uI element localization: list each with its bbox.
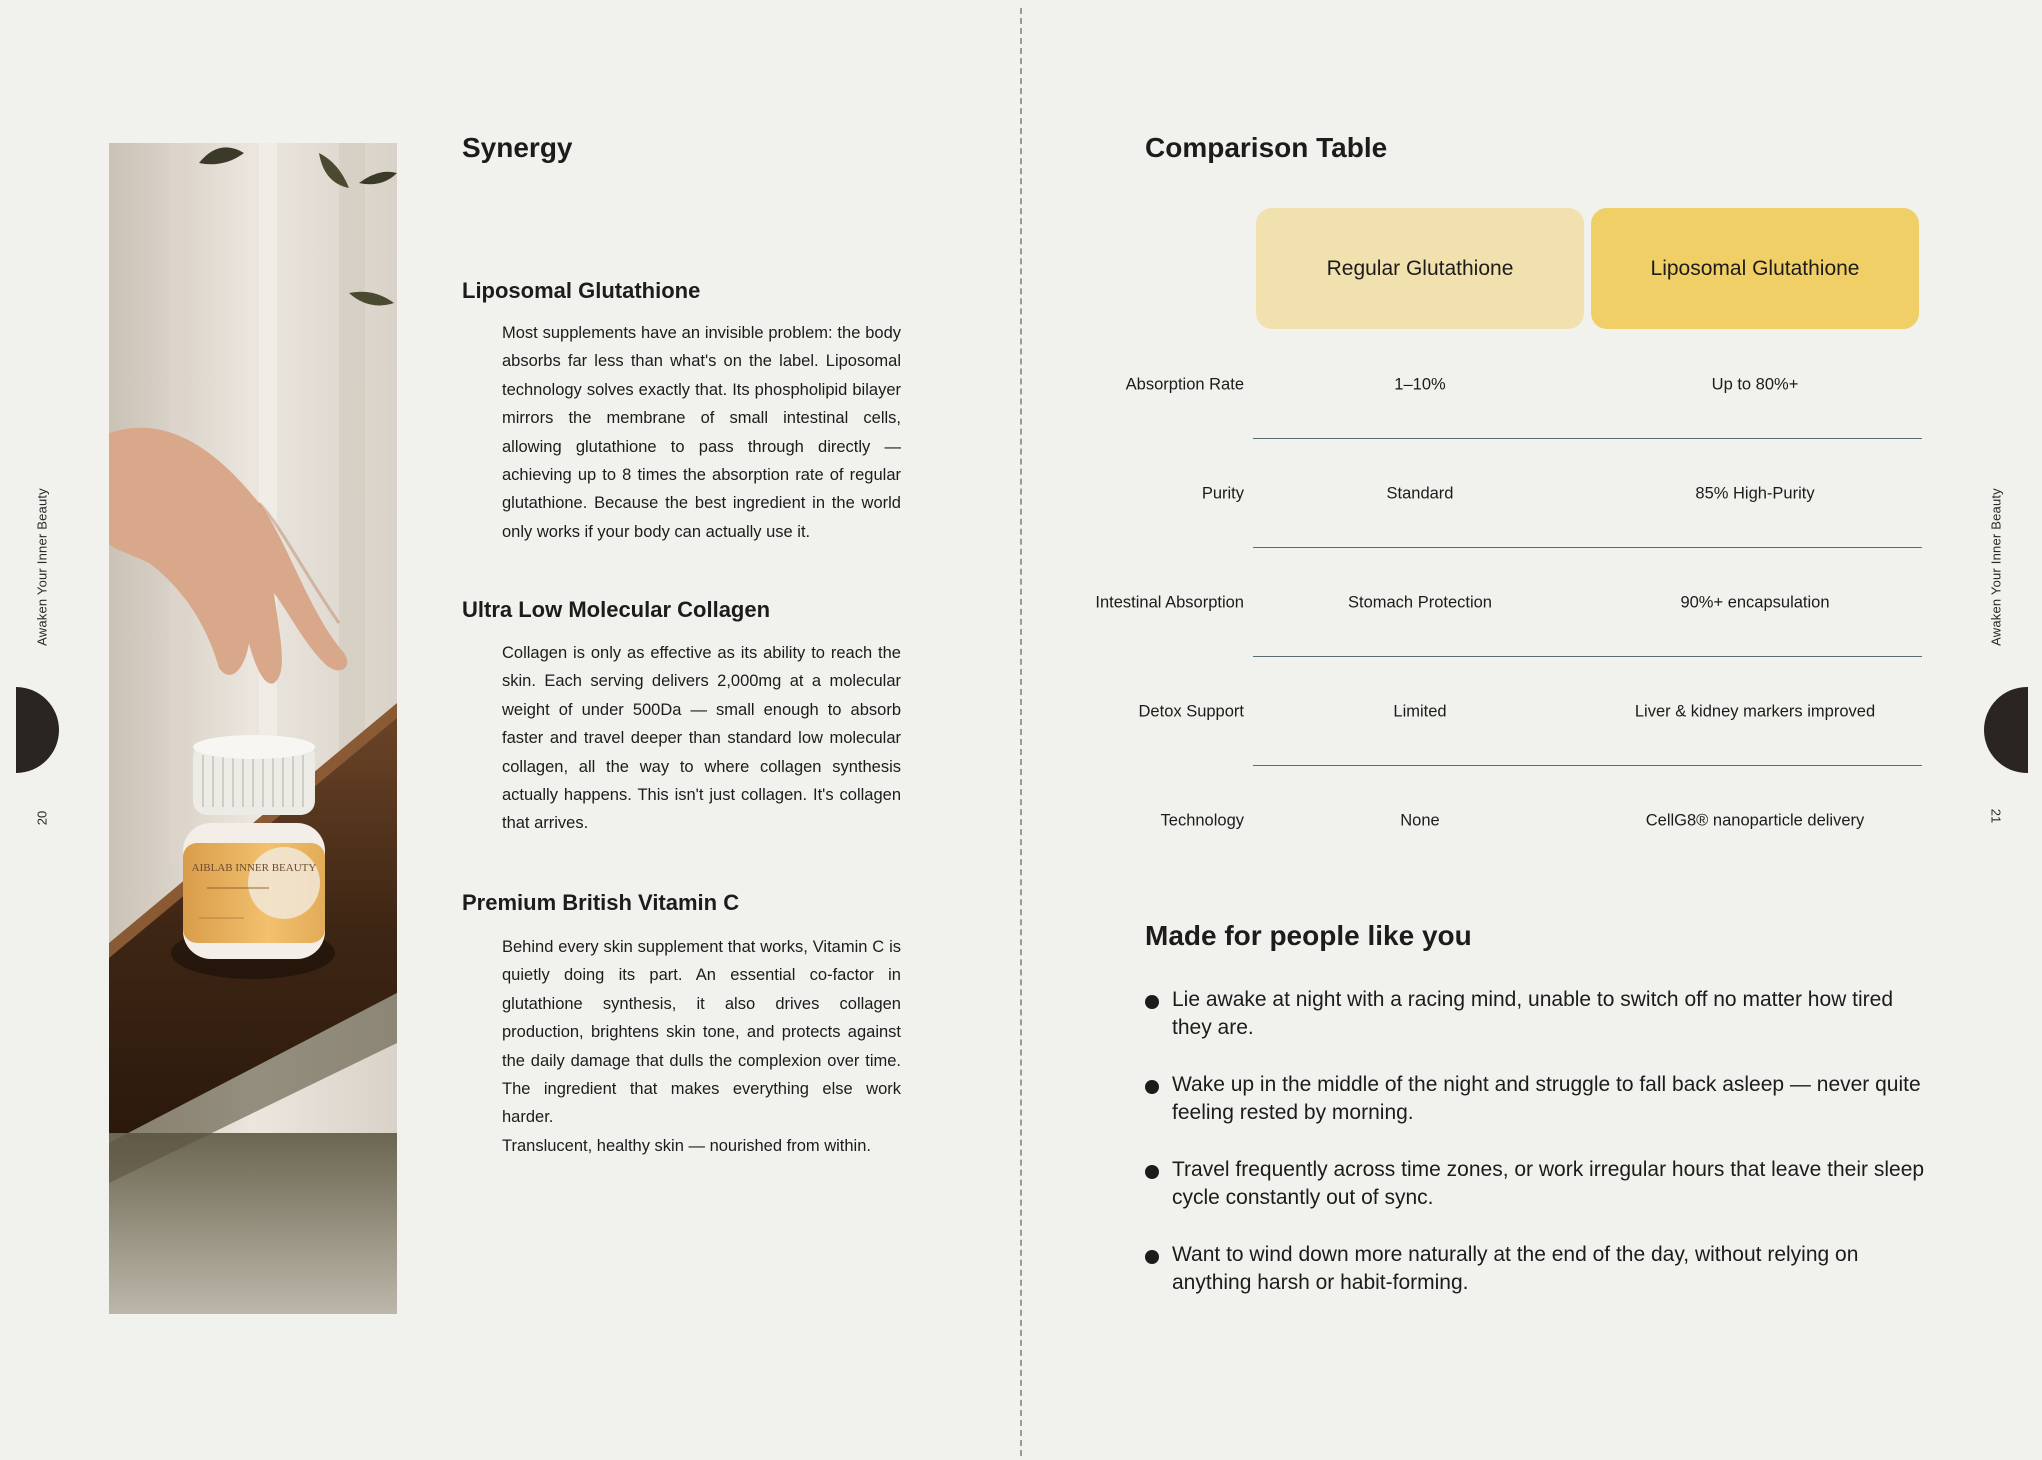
row-label: Technology <box>1160 811 1244 830</box>
row-label: Purity <box>1201 484 1244 503</box>
audience-title: Made for people like you <box>1145 920 1472 951</box>
column-header-liposomal: Liposomal Glutathione <box>1591 208 1919 329</box>
row-divider <box>1253 765 1922 766</box>
row-divider <box>1253 547 1922 548</box>
row-divider <box>1253 656 1922 657</box>
list-item <box>1145 1241 1933 1297</box>
running-head-right: Awaken Your Inner Beauty <box>1988 488 2004 646</box>
cell-regular: Stomach Protection <box>1348 593 1492 612</box>
body-liposomal-glutathione: Most supplements have an invisible problem: the body absorbs far less than what's on the label. Liposomal technology solves exactly that. Its phospholipid bilayer mirrors the membrane of small intestinal cells, allowing glutathione to pass through directly — achieving up to 8 times the absorption rate of regular glutathione. Because the best ingredient in the world only works if your body can actually use it. <box>502 324 901 541</box>
cell-regular: None <box>1400 811 1440 830</box>
page-fold-divider <box>1020 8 1022 1456</box>
table-row <box>1100 658 1922 766</box>
audience-list <box>1145 986 1933 1326</box>
list-item-text: Want to wind down more naturally at the end of the day, without relying on anything harsh or habit-forming. <box>1172 1243 1859 1294</box>
body-vitamin-c: Behind every skin supplement that works, Vitamin C is quietly doing its part. An essential co-factor in glutathione synthesis, it also drives collagen production, brightens skin tone, and protects against the daily damage that dulls the complexion over time. The ingredient that makes everything else work harder. <box>502 938 901 1127</box>
table-row <box>1100 767 1922 875</box>
cell-regular: 1–10% <box>1394 375 1446 394</box>
page-tab-right <box>1984 687 2028 773</box>
cell-liposomal: CellG8® nanoparticle delivery <box>1645 811 1865 830</box>
table-row <box>1095 549 1922 657</box>
cell-liposomal: Liver & kidney markers improved <box>1634 702 1876 721</box>
cell-liposomal: Up to 80%+ <box>1711 375 1799 394</box>
bullet-icon <box>1145 995 1159 1009</box>
tagline: Translucent, healthy skin — nourished from within. <box>502 1136 871 1155</box>
body-collagen: Collagen is only as effective as its ability to reach the skin. Each serving delivers 2,000mg at a molecular weight of under 500Da — small enough to absorb faster and travel deeper than standard low molecular collagen, all the way to where collagen synthesis actually happens. This isn't just collagen. It's collagen that arrives. <box>502 644 901 833</box>
heading-vitamin-c: Premium British Vitamin C <box>462 890 740 915</box>
list-item-text: Lie awake at night with a racing mind, unable to switch off no matter how tired they are. <box>1172 988 1894 1039</box>
list-item-text: Travel frequently across time zones, or work irregular hours that leave their sleep cycle constantly out of sync. <box>1172 1158 1925 1209</box>
heading-collagen: Ultra Low Molecular Collagen <box>462 597 771 622</box>
row-label: Absorption Rate <box>1125 375 1244 394</box>
running-head-left: Awaken Your Inner Beauty <box>34 488 50 646</box>
list-item <box>1145 986 1933 1042</box>
cell-liposomal: 85% High-Purity <box>1695 484 1815 503</box>
section-title-synergy: Synergy <box>462 132 573 163</box>
bullet-icon <box>1145 1165 1159 1179</box>
cell-regular: Standard <box>1386 484 1454 503</box>
list-item <box>1145 1156 1933 1212</box>
cell-liposomal: 90%+ encapsulation <box>1680 593 1830 612</box>
product-photo <box>109 143 397 1314</box>
page-number-left: 20 <box>34 810 50 826</box>
page-number-right: 21 <box>1988 808 2004 824</box>
row-label: Intestinal Absorption <box>1095 593 1244 612</box>
comparison-table-title: Comparison Table <box>1145 132 1388 163</box>
row-label: Detox Support <box>1138 702 1244 721</box>
list-item <box>1145 1071 1933 1127</box>
column-header-regular: Regular Glutathione <box>1256 208 1584 329</box>
page-tab-left <box>16 687 59 773</box>
bullet-icon <box>1145 1080 1159 1094</box>
list-item-text: Wake up in the middle of the night and struggle to fall back asleep — never quite feeling rested by morning. <box>1172 1073 1921 1124</box>
vitamin-c-text-block <box>502 933 901 1160</box>
bullet-icon <box>1145 1250 1159 1264</box>
heading-liposomal-glutathione: Liposomal Glutathione <box>462 278 701 303</box>
table-row <box>1100 331 1922 439</box>
jar-label-text: AIBLAB INNER BEAUTY <box>191 862 317 874</box>
row-divider <box>1253 438 1922 439</box>
cell-regular: Limited <box>1393 702 1447 721</box>
table-row <box>1100 440 1922 548</box>
